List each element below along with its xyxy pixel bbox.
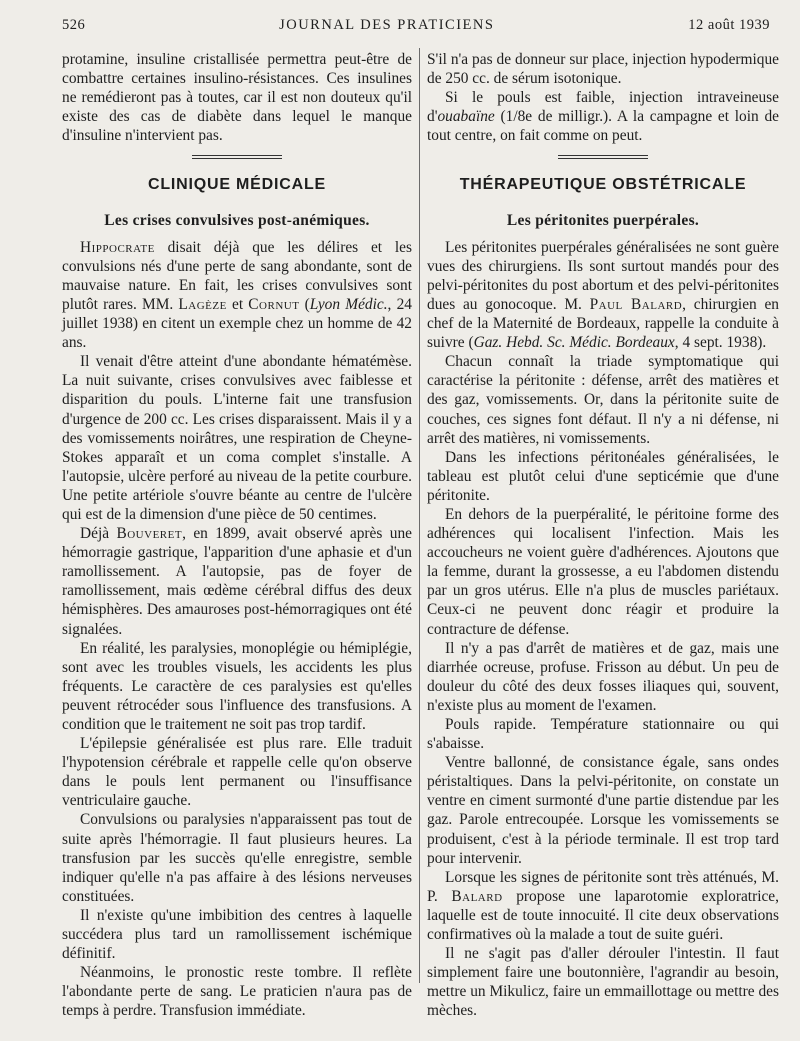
paragraph: Il n'y a pas d'arrêt de matières et de gaz, mais une diarrhée ocreuse, profuse. Frisson au début. Un peu de douleur du côté des deux fosses iliaques qui, souvent, n'existe plus au moment de l'examen.: [427, 639, 779, 714]
paragraph: Il ne s'agit pas d'aller dérouler l'intestin. Il faut simplement faire une boutonnière, l'agrandir au besoin, mettre un Mikulicz, faire un emmaillottage ou mettre des mèches.: [427, 945, 779, 1020]
section-heading-clinique: CLINIQUE MÉDICALE: [147, 176, 327, 194]
section-rule: [192, 155, 282, 159]
article-title-peritonites: Les péritonites puerpérales.: [506, 211, 700, 229]
journal-title: JOURNAL DES PRATICIENS: [279, 16, 495, 33]
article-title-crises: Les crises convulsives post-anémiques.: [104, 211, 370, 229]
paragraph: Si le pouls est faible, injection intraveineuse d'ouabaïne (1/8e de milligr.). A la campagne et loin de tout centre, on fait comme on peut.: [427, 89, 779, 145]
section-rule: [558, 155, 648, 159]
paragraph: Hippocrate disait déjà que les délires et les convulsions nés d'une perte de sang abondante, sont de mauvaise nature. En fait, les crises convulsives sont plutôt rares. MM. Lagèze et Cornut (Lyon Médic., 24 juillet 1938) en citent un exemple chez un homme de 42 ans.: [62, 238, 412, 352]
paragraph: Dans les infections péritonéales généralisées, le tableau est plutôt celui d'une septicémie que d'une péritonite.: [427, 448, 779, 504]
paragraph: Lorsque les signes de péritonite sont très atténués, M. P. Balard propose une laparotomie exploratrice, laquelle est de toute innocuité. Il cite deux observations confirmatives où la malade a tout de suite guéri.: [427, 868, 779, 944]
author-name: Paul Balard: [589, 295, 683, 313]
paragraph: Il n'existe qu'une imbibition des centres à laquelle succédera plus tard un ramollissement ischémique définitif.: [62, 906, 412, 963]
paragraph: Convulsions ou paralysies n'apparaissent pas tout de suite après l'hémorragie. Il faut plusieurs heures. La transfusion par les succès qu'elle enregistre, semble indiquer qu'elle n'a pas affaire à des lésions nerveuses constituées.: [62, 811, 412, 905]
page-number: 526: [62, 16, 86, 33]
author-name: Balard: [451, 887, 503, 905]
author-name: Bouveret: [116, 525, 183, 543]
running-header: [62, 14, 770, 36]
author-name: Hippocrate: [80, 238, 155, 256]
right-column: [427, 50, 779, 1021]
author-name: Cornut: [248, 295, 300, 313]
issue-date: 12 août 1939: [688, 16, 770, 33]
paragraph: Il venait d'être atteint d'une abondante hématémèse. La nuit suivante, crises convulsives avec faiblesse et disparition du pouls. L'interne fait une transfusion d'urgence de 200 cc. Les crises disparaissent. Mais il y a des vomissements noirâtres, une respiration de Cheyne-Stokes apparaît et un coma complet s'installe. A l'autopsie, ulcère perforé au niveau de la petite courbure. Une petite artériole s'ouvre béante au centre de l'ulcère qui est de la dimension d'une pièce de 50 centimes.: [62, 353, 412, 523]
paragraph: Néanmoins, le pronostic reste tombre. Il reflète l'abondante perte de sang. Le praticien n'aura pas de temps à perdre. Transfusion immédiate.: [62, 964, 412, 1020]
intro-paragraph: protamine, insuline cristallisée permettra peut-être de combattre certaines insulino-résistances. Ces insulines ne remédieront pas à toutes, car il est non douteux qu'il existe des cas de diabète dans lequel le manque d'insuline n'intervient pas.: [62, 51, 412, 145]
paragraph: En dehors de la puerpéralité, le péritoine forme des adhérences qui localisent l'infection. Mais les accoucheurs ne voient guère d'adhérences. Ajoutons que la femme, durant la grossesse, a eu l'abdomen distendu par un gros utérus. Elle n'a plus de muscles pariétaux. Ceux-ci ne peuvent donc réagir et produire la contracture de défense.: [427, 505, 779, 638]
paragraph: Déjà Bouveret, en 1899, avait observé après une hémorragie gastrique, l'apparition d'une aphasie et d'un ramollissement. A l'autopsie, pas de foyer de ramollissement, mais œdème cérébral diffus des deux hémisphères. Des amauroses post-hémorragiques ont été signalées.: [62, 525, 412, 638]
citation-journal: Gaz. Hebd. Sc. Médic. Bordeaux: [473, 334, 675, 352]
citation-journal: Lyon Médic.: [309, 295, 388, 313]
paragraph: Ventre ballonné, de consistance égale, sans ondes péristaltiques. Dans la pelvi-péritonite, on constate un ventre en ciment surmonté d'une partie distendue par les gaz. Parole entrecoupée. Lorsque les vomissements se produisent, c'est à la période terminale. Il est trop tard pour intervenir.: [427, 754, 779, 867]
paragraph: L'épilepsie généralisée est plus rare. Elle traduit l'hypotension cérébrale et rappelle celle qu'on observe dans le pouls lent permanent ou l'insuffisance ventriculaire gauche.: [62, 735, 412, 810]
column-divider: [419, 48, 420, 983]
section-heading-therapeutique: THÉRAPEUTIQUE OBSTÉTRICALE: [459, 176, 747, 194]
paragraph: En réalité, les paralysies, monoplégie ou hémiplégie, sont avec les troubles visuels, les accidents les plus fréquents. Le caractère de ces paralysies est qu'elles peuvent rétrocéder sous l'influence des transfusions. A condition que le traitement ne soit pas trop tardif.: [62, 639, 412, 733]
author-name: Lagèze: [178, 295, 227, 313]
paragraph: Pouls rapide. Température stationnaire ou qui s'abaisse.: [427, 716, 779, 753]
paragraph: Chacun connaît la triade symptomatique qui caractérise la péritonite : défense, arrêt des matières et des gaz, vomissements. Or, dans la péritonite suite de couches, ces signes font défaut. Il n'y a ni défense, ni arrêt des matières, ni vomissements.: [427, 353, 779, 447]
left-column: [62, 50, 412, 1021]
paragraph: Les péritonites puerpérales généralisées ne sont guère vues des chirurgiens. Ils sont surtout mandés pour des pelvi-péritonites du post abortum et des pelvi-péritonites dues au gonocoque. M. Paul Balard, chirurgien en chef de la Maternité de Bordeaux, rappelle la conduite à suivre (Gaz. Hebd. Sc. Médic. Bordeaux, 4 sept. 1938).: [427, 238, 779, 352]
paragraph: S'il n'a pas de donneur sur place, injection hypodermique de 250 cc. de sérum isotonique.: [427, 51, 779, 88]
